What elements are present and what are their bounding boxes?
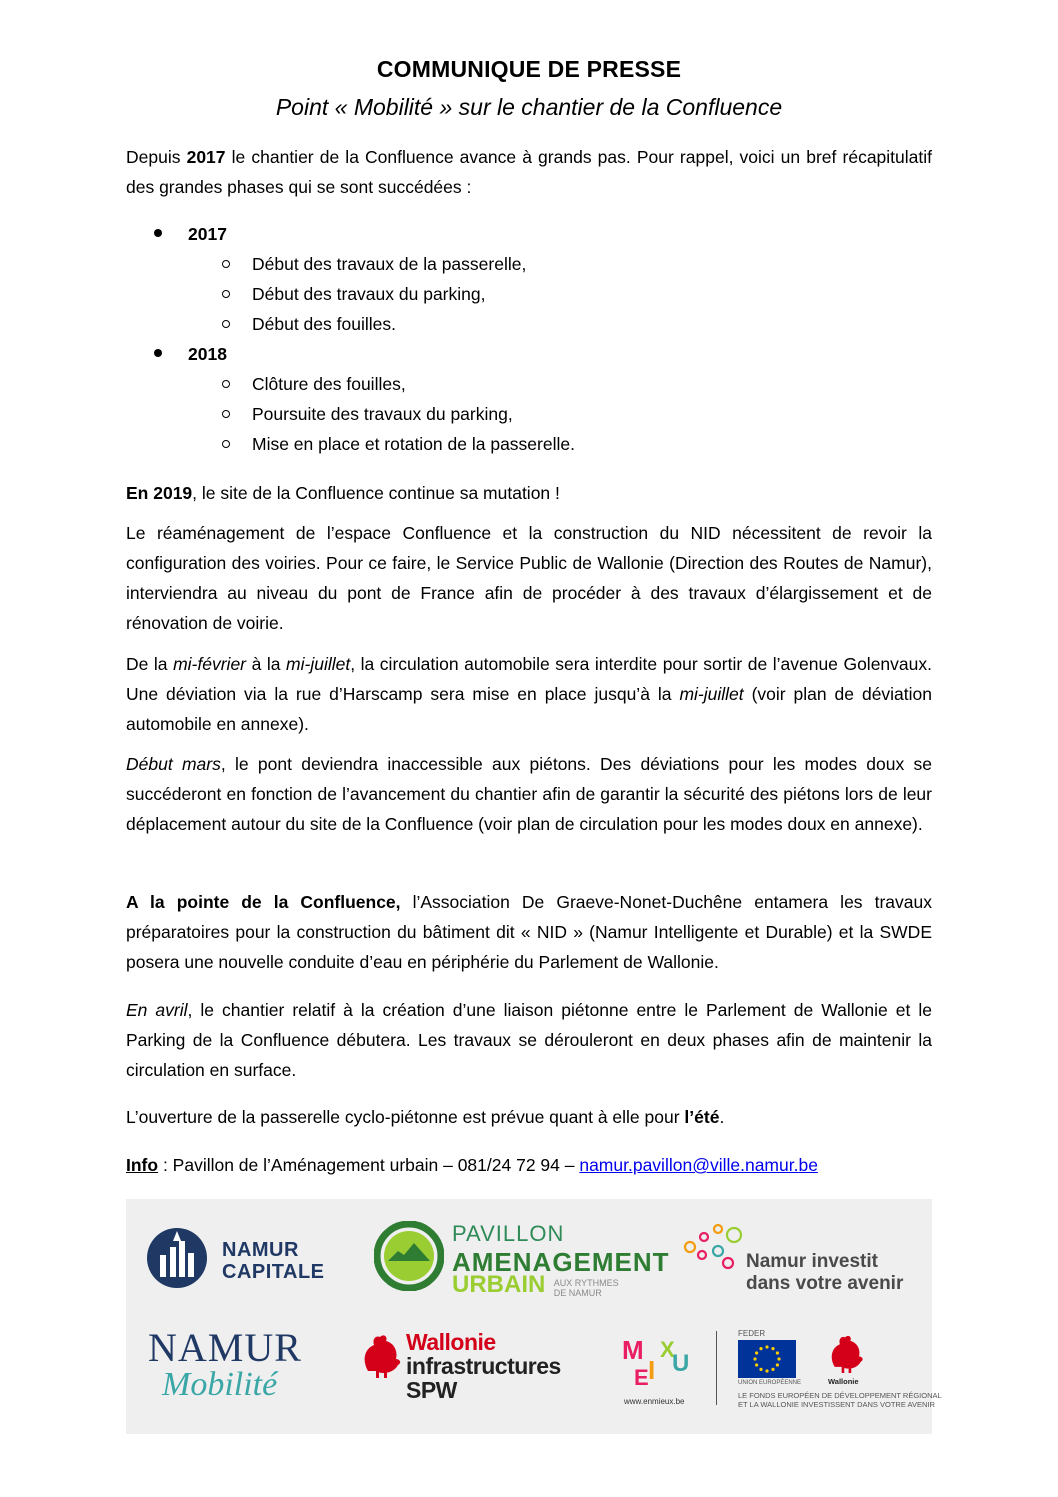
pavillon-mid-text: AMENAGEMENT (452, 1247, 670, 1277)
bullet-icon (154, 349, 162, 357)
namur-capitale-logo (146, 1227, 325, 1294)
paragraph-reamenagement: Le réaménagement de l’espace Confluence et la construction du NID nécessitent de revoir la configuration des voiries. Pour ce faire, le Service Public de Wallonie (Direction des Routes de Namur), interviendra au niveau du pont de France afin de procéder à des travaux d’élargissement et de rénovation de voirie. (126, 523, 932, 633)
svg-text:M: M (622, 1335, 644, 1365)
circle-bullet-icon (222, 290, 230, 298)
info-label: Info (126, 1155, 159, 1175)
feder-label: FEDER (738, 1329, 766, 1338)
page-subtitle: Point « Mobilité » sur le chantier de la Confluence (275, 94, 783, 120)
namur-capitale-line2: CAPITALE (222, 1261, 325, 1283)
text: . (719, 1107, 725, 1127)
svg-text:X: X (660, 1337, 675, 1362)
enmieux-logo (620, 1327, 700, 1411)
phase-year-2017 (154, 219, 227, 249)
paragraph-mars (126, 749, 932, 839)
phase-year-label: 2018 (188, 344, 227, 364)
pavillon-bot-text: URBAIN (452, 1271, 546, 1298)
italic-text: mi-juillet (286, 654, 351, 674)
pavillon-top-text: PAVILLON (452, 1221, 565, 1246)
italic-text: Début mars (126, 754, 221, 774)
logo-divider (716, 1331, 717, 1405)
intro-text: Depuis (126, 147, 187, 167)
colored-circles-icon (682, 1223, 746, 1275)
paragraph-avril (126, 995, 932, 1085)
enmieux-url: www.enmieux.be (624, 1397, 685, 1406)
paragraph-text: , le site de la Confluence continue sa mutation ! (192, 483, 560, 503)
phase-item-text: Poursuite des travaux du parking, (252, 404, 513, 424)
text: L’ouverture de la passerelle cyclo-piétonne est prévue quant à elle pour (126, 1107, 685, 1127)
namur-mobilite-line1: NAMUR (148, 1325, 302, 1370)
italic-text: mi-juillet (679, 684, 744, 704)
paragraph-fevrier (126, 649, 932, 739)
invest-line1: Namur investit (746, 1251, 878, 1272)
italic-text: En avril (126, 1000, 188, 1020)
phase-item (222, 279, 485, 309)
namur-mobilite-logo (148, 1325, 328, 1403)
text: , le pont deviendra inaccessible aux piétons. Des déviations pour les modes doux se succéderont en fonction de l’avancement du chantier afin de garantir la sécurité des piétons lors de leur déplacement autour du site de la Confluence (voir plan de circulation pour les modes doux en annexe). (126, 754, 932, 834)
bold-text: l’été (684, 1107, 720, 1127)
phase-item-text: Début des fouilles. (252, 314, 396, 334)
spw-text: SPW (406, 1377, 457, 1403)
text: l’Association De Graeve-Nonet-Duchêne entamera les travaux préparatoires pour la construction du bâtiment dit « NID » (Namur Intelligente et Durable) et la SWDE posera une nouvelle conduite d’eau en périphérie du Parlement de Wallonie. (126, 892, 932, 972)
phase-item-text: Mise en place et rotation de la passerelle. (252, 434, 575, 454)
circle-bullet-icon (222, 260, 230, 268)
paragraph-2019 (126, 478, 932, 508)
phase-item (222, 369, 406, 399)
namur-mobilite-line2: Mobilité (162, 1366, 278, 1403)
wallonie-small-label: Wallonie (828, 1377, 859, 1386)
phase-item-text: Clôture des fouilles, (252, 374, 406, 394)
italic-text: mi-février (173, 654, 247, 674)
enmieux-letters-icon (620, 1327, 696, 1391)
phase-year-2018 (154, 339, 227, 369)
text: , le chantier relatif à la création d’une liaison piétonne entre le Parlement de Wallonie et le Parking de la Confluence débutera. Les travaux se dérouleront en deux phases afin de maintenir la circulation en surface. (126, 1000, 932, 1080)
wallonie-text: Wallonie (406, 1329, 496, 1355)
bullet-icon (154, 229, 162, 237)
email-link[interactable]: namur.pavillon@ville.namur.be (579, 1155, 818, 1175)
intro-year: 2017 (186, 147, 226, 167)
phase-item-text: Début des travaux du parking, (252, 284, 486, 304)
page-title: COMMUNIQUE DE PRESSE (376, 56, 682, 82)
wallonie-rooster-icon (826, 1331, 866, 1375)
intro-paragraph (126, 142, 932, 202)
intro-text-rest: le chantier de la Confluence avance à grands pas. Pour rappel, voici un bref récapitulatif des grandes phases qui se sont succédées : (126, 147, 932, 197)
phase-item (222, 309, 396, 339)
partner-logos-band (126, 1199, 942, 1434)
eu-label: UNION EUROPÉENNE (738, 1380, 802, 1386)
circle-bullet-icon (222, 410, 230, 418)
pavillon-small-text: AUX RYTHMES (553, 1277, 619, 1288)
namur-investit-logo (682, 1223, 904, 1294)
phase-item (222, 429, 575, 459)
phase-item (222, 249, 526, 279)
namur-capitale-emblem-icon (146, 1227, 208, 1289)
pavillon-small-text: DE NAMUR (553, 1287, 602, 1298)
infrastructures-text: infrastructures (406, 1353, 561, 1379)
circle-bullet-icon (222, 320, 230, 328)
info-line (126, 1150, 932, 1180)
svg-text:I: I (648, 1355, 656, 1385)
text: De la (126, 654, 174, 674)
text: à la (246, 654, 287, 674)
rooster-icon (358, 1331, 404, 1379)
eu-flag-icon (738, 1340, 796, 1378)
invest-line2: dans votre avenir (746, 1273, 904, 1294)
feder-caption-line1: LE FONDS EUROPÉEN DE DÉVELOPPEMENT RÉGIONAL (738, 1391, 942, 1400)
bold-lead: En 2019 (126, 483, 193, 503)
circle-bullet-icon (222, 440, 230, 448)
info-text: : Pavillon de l’Aménagement urbain – 081/24 72 94 – (158, 1155, 580, 1175)
wallonie-infrastructures-logo (358, 1329, 561, 1403)
paragraph-pointe (126, 887, 932, 977)
svg-text:E: E (634, 1365, 649, 1390)
circle-bullet-icon (222, 380, 230, 388)
bold-lead: A la pointe de la Confluence, (126, 892, 401, 912)
svg-text:U: U (672, 1350, 690, 1377)
feder-logo (738, 1329, 942, 1409)
feder-caption-line2: ET LA WALLONIE INVESTISSENT DANS VOTRE AVENIR (738, 1400, 935, 1409)
namur-capitale-line1: NAMUR (222, 1239, 299, 1261)
pavillon-emblem-icon (374, 1221, 444, 1291)
phase-item-text: Début des travaux de la passerelle, (252, 254, 527, 274)
text: , la circulation automobile sera interdite pour sortir de l’avenue Golenvaux. Une déviation via la rue d’Harscamp sera mise en place jusqu’à la (126, 654, 932, 704)
pavillon-logo (374, 1221, 670, 1298)
text: (voir plan de déviation automobile en annexe). (126, 684, 933, 734)
phase-item (222, 399, 513, 429)
paragraph-ete (126, 1102, 932, 1132)
phase-year-label: 2017 (188, 224, 227, 244)
